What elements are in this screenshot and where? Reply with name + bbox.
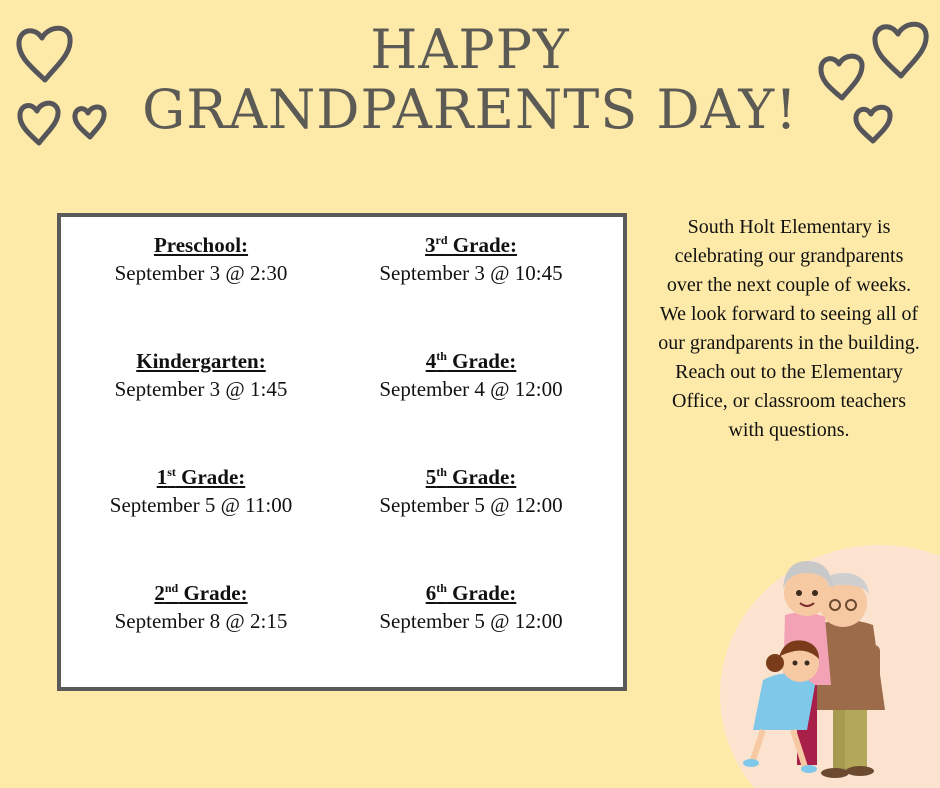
heart-icon bbox=[14, 95, 64, 149]
schedule-entry-kindergarten: Kindergarten: September 3 @ 1:45 bbox=[114, 349, 288, 401]
heart-icon bbox=[815, 48, 869, 104]
heart-icon bbox=[12, 18, 78, 88]
schedule-entry-grade-4: 4th Grade: September 4 @ 12:00 bbox=[379, 349, 563, 401]
schedule-box bbox=[57, 213, 627, 691]
heart-icon bbox=[70, 100, 110, 142]
schedule-entry-preschool: Preschool: September 3 @ 2:30 bbox=[114, 233, 288, 285]
title-line-2: GRANDPARENTS DAY! bbox=[142, 78, 798, 141]
grandparents-illustration bbox=[715, 545, 940, 788]
schedule-entry-grade-6: 6th Grade: September 5 @ 12:00 bbox=[379, 581, 563, 633]
schedule-entry-grade-2: 2nd Grade: September 8 @ 2:15 bbox=[114, 581, 288, 633]
schedule-entry-grade-3: 3rd Grade: September 3 @ 10:45 bbox=[379, 233, 563, 285]
info-paragraph: South Holt Elementary is celebrating our grandparents over the next couple of weeks. We look forward to seeing all of our grandparents in the building. Reach out to the Elementary Office, or classroom teachers with questions. bbox=[658, 216, 920, 441]
schedule-entry-grade-1: 1st Grade: September 5 @ 11:00 bbox=[109, 465, 293, 517]
heart-icon bbox=[850, 100, 896, 146]
schedule-entry-grade-5: 5th Grade: September 5 @ 12:00 bbox=[379, 465, 563, 517]
heart-icon bbox=[868, 16, 934, 84]
title-line-1: HAPPY bbox=[370, 18, 570, 81]
